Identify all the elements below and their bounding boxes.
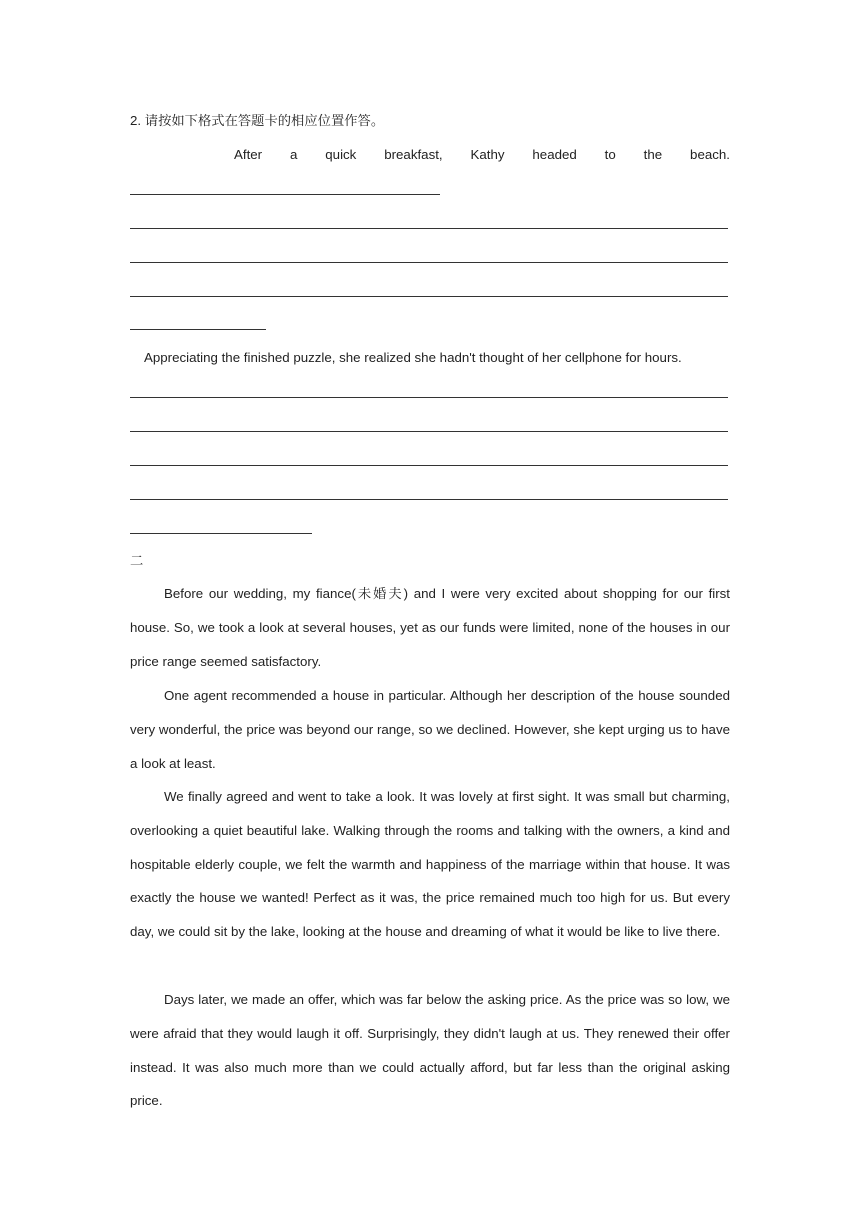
prompt-word: headed <box>532 147 577 162</box>
answer-line <box>130 397 728 398</box>
prompt-word: to <box>604 147 616 162</box>
answer-line <box>130 329 266 330</box>
prompt-word: a <box>289 147 298 162</box>
paragraph: Days later, we made an offer, which was far below the asking price. As the price was so low, we were afraid that they would laugh it off. Surprisingly, they didn't laugh at us. They renewed their offer instead. It was also much more than we could actually afford, but far less than the original asking price. <box>130 992 730 1109</box>
prompt-word: After <box>234 147 263 162</box>
answer-line <box>130 431 728 432</box>
writing-prompt-2: Appreciating the finished puzzle, she realized she hadn't thought of her cellphone for hours. <box>144 350 682 365</box>
answer-line <box>130 499 728 500</box>
answer-line <box>130 262 728 263</box>
paragraph: Before our wedding, my fiance(未婚夫) and I were very excited about shopping for our first house. So, we took a look at several houses, yet as our funds were limited, none of the houses in our price range seemed satisfactory. <box>130 586 730 669</box>
writing-prompt-1 <box>234 146 730 164</box>
paragraph: One agent recommended a house in particular. Although her description of the house sounded very wonderful, the price was beyond our range, so we declined. However, she kept urging us to have a look at least. <box>130 688 730 771</box>
prompt-word: the <box>643 147 663 162</box>
answer-line <box>130 194 440 195</box>
answer-line <box>130 228 728 229</box>
prompt-word: breakfast, <box>384 147 443 162</box>
prompt-word: Kathy <box>470 147 505 162</box>
prompt-word: quick <box>325 147 357 162</box>
answer-line <box>130 533 312 534</box>
section-marker: 二 <box>130 553 144 568</box>
answer-line <box>130 465 728 466</box>
answer-line <box>130 296 728 297</box>
instruction-text: 2. 请按如下格式在答题卡的相应位置作答。 <box>130 113 385 128</box>
paragraph: We finally agreed and went to take a look. It was lovely at first sight. It was small but charming, overlooking a quiet beautiful lake. Walking through the rooms and talking with the owners, a kind and hospitable elderly couple, we felt the warmth and happiness of the marriage within that house. It was exactly the house we wanted! Perfect as it was, the price remained much too high for us. But every day, we could sit by the lake, looking at the house and dreaming of what it would be like to live there. <box>130 789 730 940</box>
prompt-word: beach. <box>690 147 730 162</box>
